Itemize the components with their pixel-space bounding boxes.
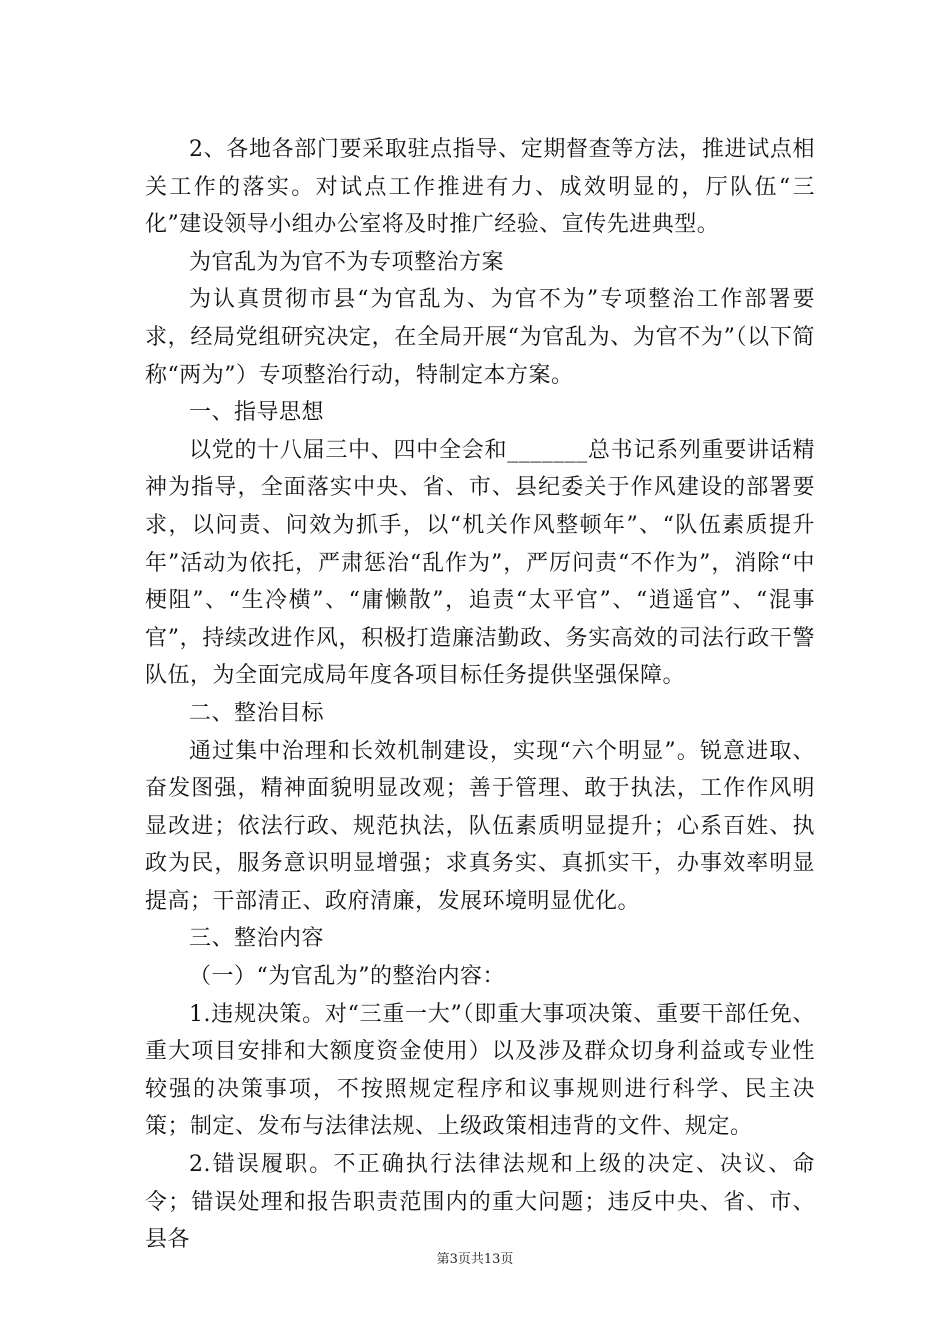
heading-goals: 二、整治目标 [189, 700, 325, 726]
paragraph-pilot-promotion: 2、各地各部门要采取驻点指导、定期督查等方法，推进试点相关工作的落实。对试点工作推进有力、成效明显的，厅队伍“三化”建设领导小组办公室将及时推广经验、宣传先进典型。 [145, 137, 815, 238]
subheading-misconduct: （一）“为官乱为”的整治内容： [189, 964, 505, 990]
paragraph-goals: 通过集中治理和长效机制建设，实现“六个明显”。锐意进取、奋发图强，精神面貌明显改观；善于管理、敢于执法，工作作风明显改进；依法行政、规范执法，队伍素质明显提升；心系百姓、执政为民，服务意识明显增强；求真务实、真抓实干，办事效率明显提高；干部清正、政府清廉，发展环境明显优化。 [145, 738, 815, 914]
heading-guiding-thought: 一、指导思想 [189, 400, 325, 426]
section-title: 为官乱为为官不为专项整治方案 [189, 249, 505, 275]
paragraph-illegal-decision: 1.违规决策。对“三重一大”（即重大事项决策、重要干部任免、重大项目安排和大额度资金使用）以及涉及群众切身利益或专业性较强的决策事项，不按照规定程序和议事规则进行科学、民主决策；制定、发布与法律法规、上级政策相违背的文件、规定。 [145, 1001, 815, 1140]
document-body [145, 131, 815, 1259]
paragraph-intro: 为认真贯彻市县“为官乱为、为官不为”专项整治工作部署要求，经局党组研究决定，在全局开展“为官乱为、为官不为”（以下简称“两为”）专项整治行动，特制定本方案。 [145, 287, 815, 388]
heading-content: 三、整治内容 [189, 926, 325, 952]
paragraph-guiding-thought: 以党的十八届三中、四中全会和_______总书记系列重要讲话精神为指导，全面落实中央、省、市、县纪委关于作风建设的部署要求，以问责、问效为抓手，以“机关作风整顿年”、“队伍素质提升年”活动为依托，严肃惩治“乱作为”，严厉问责“不作为”，消除“中梗阻”、“生冷横”、“庸懒散”，追责“太平官”、“逍遥官”、“混事官”，持续改进作风，积极打造廉洁勤政、务实高效的司法行政干警队伍，为全面完成局年度各项目标任务提供坚强保障。 [145, 437, 815, 689]
paragraph-wrong-duty: 2.错误履职。不正确执行法律法规和上级的决定、决议、命令；错误处理和报告职责范围内的重大问题；违反中央、省、市、县各 [145, 1152, 815, 1253]
page-number: 第3页共13页 [436, 1252, 514, 1267]
